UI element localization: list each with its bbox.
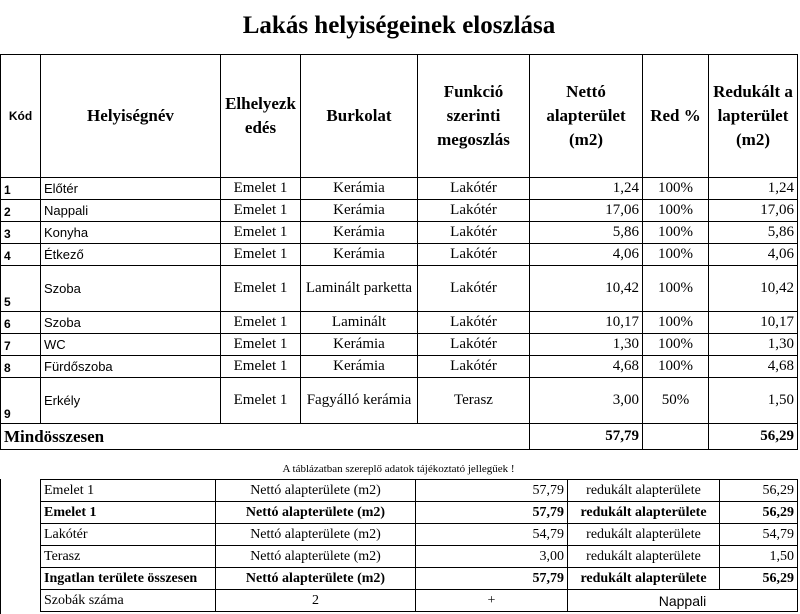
summary-net-area: 57,79 (416, 568, 568, 590)
room-name: Étkező (41, 244, 221, 266)
table-header-row (1, 55, 798, 178)
total-label: Mindösszesen (1, 424, 530, 450)
room-row (1, 378, 798, 424)
room-red-percent: 100% (643, 244, 709, 266)
room-location: Emelet 1 (221, 378, 301, 424)
summary-reduced-label: redukált alapterülete (568, 568, 720, 590)
room-net-area: 10,17 (530, 312, 643, 334)
summary-reduced-area: 56,29 (720, 568, 798, 590)
room-floor: Kerámia (301, 200, 418, 222)
page-title: Lakás helyiségeinek eloszlása (242, 12, 556, 39)
room-reduced-area: 1,50 (709, 378, 798, 424)
room-name: Szoba (41, 312, 221, 334)
room-number: 1 (1, 178, 41, 200)
summary-reduced-area: 54,79 (720, 524, 798, 546)
room-name: Nappali (41, 200, 221, 222)
rooms-count-label: Szobák száma (41, 590, 216, 612)
total-row (1, 424, 798, 450)
room-red-percent: 100% (643, 222, 709, 244)
room-name: Fürdőszoba (41, 356, 221, 378)
summary-reduced-area: 56,29 (720, 502, 798, 524)
room-function: Lakótér (418, 222, 530, 244)
room-row (1, 178, 798, 200)
room-floor: Kerámia (301, 178, 418, 200)
rooms-count-row (41, 590, 798, 612)
room-floor: Laminált (301, 312, 418, 334)
room-location: Emelet 1 (221, 222, 301, 244)
header-location: Elhelyezkedés (221, 55, 301, 178)
room-number: 6 (1, 312, 41, 334)
header-kod: Kód (1, 55, 41, 178)
summary-reduced-area: 56,29 (720, 480, 798, 502)
summary-row (41, 502, 798, 524)
summary-reduced-label: redukált alapterülete (568, 524, 720, 546)
room-location: Emelet 1 (221, 266, 301, 312)
room-number: 2 (1, 200, 41, 222)
summary-net-label: Nettó alapterülete (m2) (216, 502, 416, 524)
room-row (1, 356, 798, 378)
summary-net-area: 3,00 (416, 546, 568, 568)
room-location: Emelet 1 (221, 312, 301, 334)
room-red-percent: 100% (643, 200, 709, 222)
room-name: Szoba (41, 266, 221, 312)
room-location: Emelet 1 (221, 356, 301, 378)
room-floor: Kerámia (301, 222, 418, 244)
rooms-count-value: 2 (216, 590, 416, 612)
summary-row (41, 568, 798, 590)
room-name: WC (41, 334, 221, 356)
rooms-count-plus: + (416, 590, 568, 612)
summary-label: Terasz (41, 546, 216, 568)
summary-net-label: Nettó alapterülete (m2) (216, 480, 416, 502)
room-function: Lakótér (418, 200, 530, 222)
left-margin-cell (0, 479, 41, 614)
room-net-area: 3,00 (530, 378, 643, 424)
room-name: Konyha (41, 222, 221, 244)
summary-row (41, 546, 798, 568)
room-floor: Kerámia (301, 244, 418, 266)
room-red-percent: 100% (643, 334, 709, 356)
summary-reduced-label: redukált alapterülete (568, 480, 720, 502)
room-reduced-area: 4,06 (709, 244, 798, 266)
room-row (1, 266, 798, 312)
room-function: Lakótér (418, 266, 530, 312)
summary-table (40, 479, 798, 612)
total-net-area: 57,79 (530, 424, 643, 450)
room-reduced-area: 10,17 (709, 312, 798, 334)
room-number: 4 (1, 244, 41, 266)
room-function: Lakótér (418, 244, 530, 266)
room-function: Terasz (418, 378, 530, 424)
room-row (1, 200, 798, 222)
summary-net-area: 57,79 (416, 480, 568, 502)
room-row (1, 334, 798, 356)
summary-label: Lakótér (41, 524, 216, 546)
rooms-table (0, 54, 798, 450)
room-net-area: 1,30 (530, 334, 643, 356)
summary-net-label: Nettó alapterülete (m2) (216, 524, 416, 546)
room-function: Lakótér (418, 178, 530, 200)
room-name: Erkély (41, 378, 221, 424)
header-red: Red % (643, 55, 709, 178)
room-function: Lakótér (418, 356, 530, 378)
room-net-area: 17,06 (530, 200, 643, 222)
summary-row (41, 524, 798, 546)
room-red-percent: 100% (643, 266, 709, 312)
room-number: 9 (1, 378, 41, 424)
room-net-area: 4,06 (530, 244, 643, 266)
room-number: 8 (1, 356, 41, 378)
summary-net-area: 54,79 (416, 524, 568, 546)
summary-reduced-label: redukált alapterülete (568, 502, 720, 524)
room-reduced-area: 1,24 (709, 178, 798, 200)
room-red-percent: 100% (643, 356, 709, 378)
summary-label: Ingatlan területe összesen (41, 568, 216, 590)
room-red-percent: 50% (643, 378, 709, 424)
room-floor: Laminált parketta (301, 266, 418, 312)
room-number: 7 (1, 334, 41, 356)
room-reduced-area: 17,06 (709, 200, 798, 222)
room-red-percent: 100% (643, 178, 709, 200)
header-net: Nettó alapterület (m2) (530, 55, 643, 178)
room-location: Emelet 1 (221, 334, 301, 356)
room-reduced-area: 5,86 (709, 222, 798, 244)
room-red-percent: 100% (643, 312, 709, 334)
room-row (1, 244, 798, 266)
room-name: Előtér (41, 178, 221, 200)
room-row (1, 222, 798, 244)
room-floor: Kerámia (301, 356, 418, 378)
room-net-area: 1,24 (530, 178, 643, 200)
disclaimer-note: A táblázatban szereplő adatok tájékoztató jellegűek ! (282, 463, 515, 475)
room-location: Emelet 1 (221, 200, 301, 222)
room-floor: Kerámia (301, 334, 418, 356)
room-function: Lakótér (418, 334, 530, 356)
summary-reduced-label: redukált alapterülete (568, 546, 720, 568)
header-function: Funkció szerinti megoszlás (418, 55, 530, 178)
room-floor: Fagyálló kerámia (301, 378, 418, 424)
room-number: 3 (1, 222, 41, 244)
summary-net-label: Nettó alapterülete (m2) (216, 568, 416, 590)
header-reduced: Redukált alapterület (m2) (709, 55, 798, 178)
room-row (1, 312, 798, 334)
summary-row (41, 480, 798, 502)
summary-reduced-area: 1,50 (720, 546, 798, 568)
header-floor: Burkolat (301, 55, 418, 178)
room-net-area: 10,42 (530, 266, 643, 312)
summary-net-area: 57,79 (416, 502, 568, 524)
total-red-empty (643, 424, 709, 450)
header-name: Helyiségnév (41, 55, 221, 178)
room-location: Emelet 1 (221, 244, 301, 266)
room-function: Lakótér (418, 312, 530, 334)
room-reduced-area: 4,68 (709, 356, 798, 378)
room-net-area: 5,86 (530, 222, 643, 244)
room-reduced-area: 1,30 (709, 334, 798, 356)
total-reduced-area: 56,29 (709, 424, 798, 450)
room-location: Emelet 1 (221, 178, 301, 200)
rooms-count-extra: Nappali (568, 590, 798, 612)
room-number: 5 (1, 266, 41, 312)
summary-label: Emelet 1 (41, 502, 216, 524)
room-reduced-area: 10,42 (709, 266, 798, 312)
summary-label: Emelet 1 (41, 480, 216, 502)
room-net-area: 4,68 (530, 356, 643, 378)
summary-net-label: Nettó alapterülete (m2) (216, 546, 416, 568)
